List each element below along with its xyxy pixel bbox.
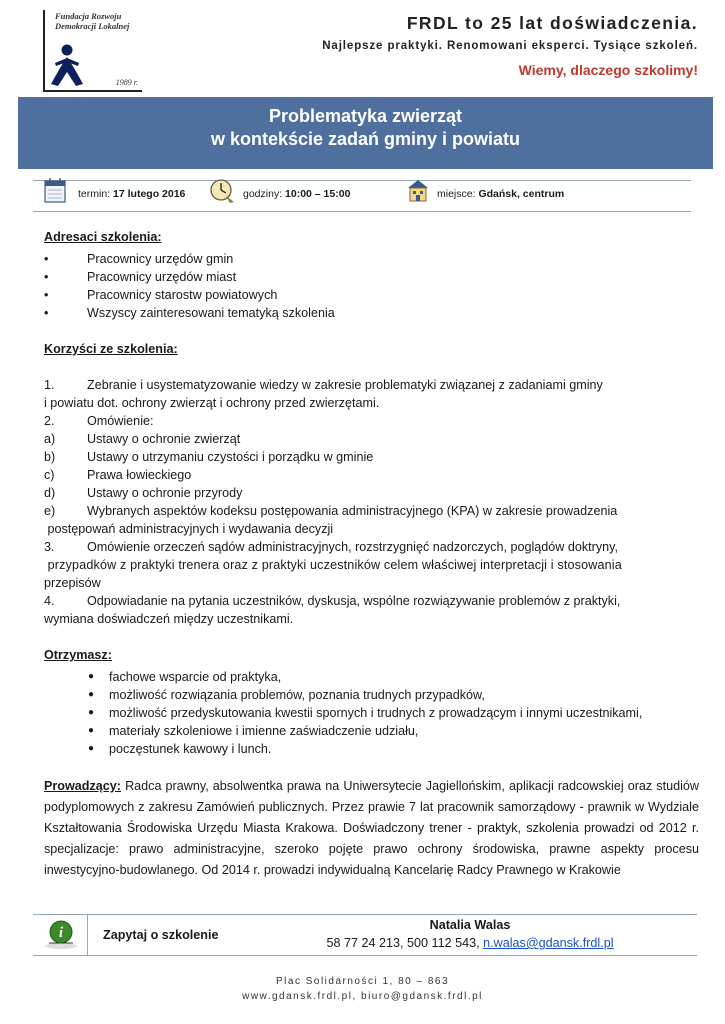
info-place bbox=[437, 188, 564, 200]
benefit-text: Odpowiadanie na pytania uczestników, dyskusja, wspólne rozwiązywanie problemów z praktyki, bbox=[87, 594, 621, 608]
sub-letter: b) bbox=[44, 450, 56, 464]
benefit-4-cont: wymiana doświadczeń między uczestnikami. bbox=[44, 612, 294, 626]
sub-text: Wybranych aspektów kodeksu postępowania administracyjnego (KPA) w zakresie prowadzenia bbox=[87, 504, 618, 518]
logo-year: 1989 r. bbox=[115, 78, 138, 87]
contact-email-link[interactable]: n.walas@gdansk.frdl.pl bbox=[483, 936, 614, 950]
sub-letter: a) bbox=[44, 432, 56, 446]
benefit-sub-e-cont: postępowań administracyjnych i wydawania decyzji bbox=[44, 522, 334, 536]
info-term bbox=[78, 188, 185, 200]
benefit-sub-b bbox=[44, 448, 699, 466]
list-item: ● poczęstunek kawowy i lunch. bbox=[88, 742, 272, 756]
building-icon bbox=[405, 176, 431, 204]
term-value: 17 lutego 2016 bbox=[113, 188, 186, 200]
receive-heading: Otrzymasz: bbox=[44, 648, 112, 662]
hours-label: godziny: bbox=[243, 188, 283, 200]
hours-value: 10:00 – 15:00 bbox=[285, 188, 351, 200]
benefit-text: Zebranie i usystematyzowanie wiedzy w zakresie problematyki związanej z zadaniami gminy bbox=[87, 378, 603, 392]
address-line-2: www.gdansk.frdl.pl, biuro@gdansk.frdl.pl bbox=[242, 991, 483, 1002]
header-subtitle: Najlepsze praktyki. Renomowani eksperci. Tysiące szkoleń. bbox=[322, 40, 698, 52]
contact-phones: 58 77 24 213, 500 112 543, bbox=[326, 936, 484, 950]
benefits-heading: Korzyści ze szkolenia: bbox=[44, 342, 178, 356]
title-banner bbox=[18, 97, 713, 169]
benefit-sub-c bbox=[44, 466, 699, 484]
info-hours bbox=[243, 188, 350, 200]
sub-letter: d) bbox=[44, 486, 56, 500]
contact-details bbox=[243, 936, 697, 950]
addressees-heading: Adresaci szkolenia: bbox=[44, 230, 162, 244]
benefit-number: 1. bbox=[44, 378, 55, 392]
logo-line-1: Fundacja Rozwoju bbox=[55, 11, 122, 21]
list-item: ● możliwość rozwiązania problemów, poznania trudnych przypadków, bbox=[88, 688, 485, 702]
addressee-text: Pracownicy starostw powiatowych bbox=[87, 288, 278, 302]
addressee-text: Wszyscy zainteresowani tematyką szkolenia bbox=[87, 306, 335, 320]
benefit-1-cont: i powiatu dot. ochrony zwierząt i ochrony przed zwierzętami. bbox=[44, 396, 380, 410]
header-title: FRDL to 25 lat doświadczenia. bbox=[406, 13, 698, 33]
clock-icon bbox=[208, 176, 236, 204]
benefit-sub-a bbox=[44, 430, 699, 448]
addressee-text: Pracownicy urzędów miast bbox=[87, 270, 237, 284]
benefit-3-cont2: przepisów bbox=[44, 576, 101, 590]
trainer-text: Radca prawny, absolwentka prawa na Uniwersytecie Jagiellońskim, aplikacji radcowskiej oraz studiów podyplomowych z zakresu Zamówień publicznych. Przez prawie 7 lat pracownik samorządowy - prawnik w Wydziale Kształtowania Środowiska Urzędu Miasta Krakowa. Doświadczony trener - praktyk, szkolenia prowadzi od 2012 r. specjalizacje: prawo administracyjne, szeroko pojęte prawo ochrony środowiska, prawne aspekty procesu inwestycyjno-budowlanego. Od 2014 r. prowadzi indywidualną Kancelarię Radcy Prawnego w Krakowie bbox=[44, 779, 699, 877]
frdl-logo bbox=[43, 10, 142, 92]
benefit-sub-e bbox=[44, 502, 699, 520]
place-value: Gdańsk, centrum bbox=[478, 188, 565, 200]
list-item: • Pracownicy urzędów gmin bbox=[44, 252, 234, 266]
header-tagline: Wiemy, dlaczego szkolimy! bbox=[518, 62, 698, 78]
benefit-3-cont: przypadków z praktyki trenera oraz z praktyki uczestników celem właściwej interpretacji i stosowania bbox=[44, 558, 622, 572]
benefit-2 bbox=[44, 412, 699, 430]
receive-text: poczęstunek kawowy i lunch. bbox=[109, 742, 272, 756]
receive-text: materiały szkoleniowe i imienne zaświadczenie udziału, bbox=[109, 724, 419, 738]
addressee-text: Pracownicy urzędów gmin bbox=[87, 252, 234, 266]
list-item: • Wszyscy zainteresowani tematyką szkolenia bbox=[44, 306, 335, 320]
receive-text: możliwość przedyskutowania kwestii spornych i trudnych z prowadzącym i innymi uczestnikami, bbox=[109, 706, 643, 720]
running-figure-icon bbox=[47, 44, 87, 88]
sub-letter: c) bbox=[44, 468, 55, 482]
list-item: • Pracownicy urzędów miast bbox=[44, 270, 237, 284]
benefit-3 bbox=[44, 538, 699, 556]
benefit-number: 3. bbox=[44, 540, 55, 554]
receive-text: możliwość rozwiązania problemów, poznania trudnych przypadków, bbox=[109, 688, 485, 702]
sub-text: Ustawy o ochronie przyrody bbox=[87, 486, 243, 500]
benefit-number: 4. bbox=[44, 594, 55, 608]
contact-name: Natalia Walas bbox=[429, 918, 511, 932]
main-content bbox=[44, 228, 699, 881]
info-bar bbox=[33, 180, 691, 212]
trainer-paragraph bbox=[44, 776, 699, 881]
banner-line-1: Problematyka zwierząt bbox=[268, 106, 463, 126]
benefit-text: Omówienie: bbox=[87, 414, 154, 428]
banner-line-2: w kontekście zadań gminy i powiatu bbox=[210, 129, 521, 149]
sub-letter: e) bbox=[44, 504, 56, 518]
calendar-icon bbox=[43, 176, 67, 204]
address-line-1: Plac Solidarności 1, 80 – 863 bbox=[275, 976, 450, 987]
list-item: ● fachowe wsparcie od praktyka, bbox=[88, 670, 282, 684]
logo-line-2: Demokracji Lokalnej bbox=[55, 21, 130, 31]
benefit-1 bbox=[44, 376, 699, 394]
contact-box bbox=[33, 914, 697, 956]
benefit-4 bbox=[44, 592, 699, 610]
trainer-label: Prowadzący: bbox=[44, 779, 121, 793]
info-icon bbox=[43, 919, 79, 951]
benefit-sub-d bbox=[44, 484, 699, 502]
sub-text: Ustawy o ochronie zwierząt bbox=[87, 432, 241, 446]
logo-text bbox=[55, 11, 143, 31]
sub-text: Ustawy o utrzymaniu czystości i porządku w gminie bbox=[87, 450, 374, 464]
place-label: miejsce: bbox=[437, 188, 476, 200]
ask-about-training: Zapytaj o szkolenie bbox=[103, 928, 219, 942]
benefit-text: Omówienie orzeczeń sądów administracyjnych, rozstrzygnięć nadzorczych, poglądów doktryny, bbox=[87, 540, 619, 554]
list-item: ● materiały szkoleniowe i imienne zaświadczenie udziału, bbox=[88, 724, 419, 738]
list-item: ● możliwość przedyskutowania kwestii spornych i trudnych z prowadzącym i innymi uczestnikami, bbox=[88, 706, 643, 720]
svg-text:i: i bbox=[58, 925, 64, 941]
receive-text: fachowe wsparcie od praktyka, bbox=[109, 670, 282, 684]
contact-divider bbox=[87, 915, 88, 955]
term-label: termin: bbox=[78, 188, 111, 200]
benefit-number: 2. bbox=[44, 414, 55, 428]
list-item: • Pracownicy starostw powiatowych bbox=[44, 288, 278, 302]
sub-text: Prawa łowieckiego bbox=[87, 468, 192, 482]
